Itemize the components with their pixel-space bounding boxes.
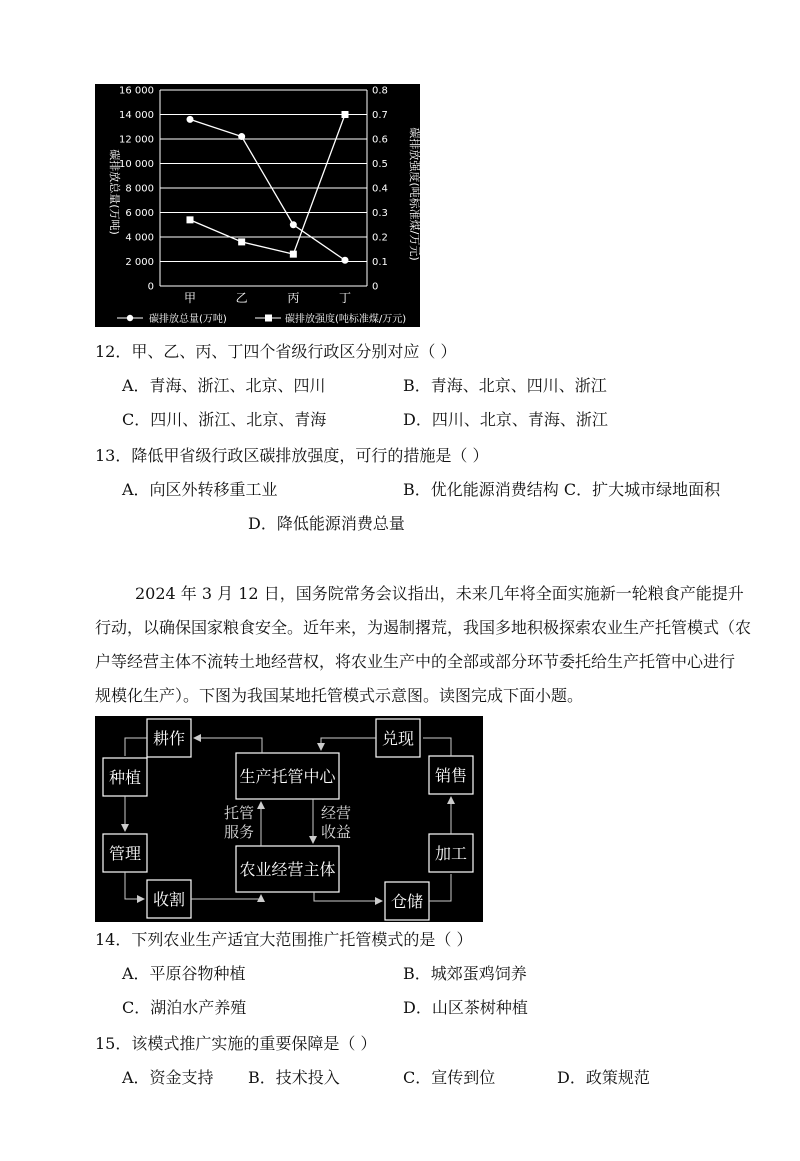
left-tick-label: 4 000 xyxy=(125,232,154,244)
label-jiagong: 加工 xyxy=(434,844,468,863)
label-xiaoshou: 销售 xyxy=(434,766,468,785)
q13-option-a[interactable]: A．向区外转移重工业 xyxy=(122,480,278,499)
q12-option-c[interactable]: C．四川、浙江、北京、青海 xyxy=(122,410,327,429)
q13-stem: 13．降低甲省级行政区碳排放强度，可行的措施是（ ） xyxy=(95,446,489,465)
right-tick-label: 0.4 xyxy=(372,183,388,195)
left-tick-labels xyxy=(119,86,154,293)
q15-option-d[interactable]: D．政策规范 xyxy=(557,1068,650,1087)
diagram-svg xyxy=(95,716,483,922)
label-operator: 农业经营主体 xyxy=(239,860,336,879)
left-tick-label: 0 xyxy=(147,281,154,293)
label-duixian: 兑现 xyxy=(381,729,415,748)
q14-option-a[interactable]: A．平原谷物种植 xyxy=(122,964,246,983)
q14-option-c[interactable]: C．湖泊水产养殖 xyxy=(122,998,247,1017)
q15-option-b[interactable]: B．技术投入 xyxy=(248,1068,340,1087)
passage-line-2: 行动，以确保国家粮食安全。近年来，为遏制撂荒，我国多地积极探索农业生产托管模式（农 xyxy=(95,618,752,637)
left-tick-label: 14 000 xyxy=(119,110,154,121)
data-point-intensity xyxy=(238,238,245,245)
left-tick-label: 10 000 xyxy=(119,159,154,170)
legend-square-marker xyxy=(265,315,272,322)
passage-line-1: 2024 年 3 月 12 日，国务院常务会议指出，未来几年将全面实施新一轮粮食产能提升 xyxy=(135,584,744,603)
q13-option-bc[interactable]: B．优化能源消费结构 C．扩大城市绿地面积 xyxy=(403,480,721,499)
right-tick-label: 0.7 xyxy=(372,110,388,121)
q12-option-b[interactable]: B．青海、北京、四川、浙江 xyxy=(403,376,607,395)
data-point-intensity xyxy=(342,111,349,118)
chart-svg xyxy=(95,84,420,327)
right-tick-labels xyxy=(372,86,388,293)
carbon-emission-chart xyxy=(95,84,420,327)
data-point-total xyxy=(290,221,297,228)
label-tuoguan: 托管 xyxy=(223,804,255,822)
data-point-total xyxy=(187,116,194,123)
left-tick-label: 16 000 xyxy=(119,85,154,97)
label-cangchu: 仓储 xyxy=(390,892,424,911)
passage-line-4: 规模化生产）。下图为我国某地托管模式示意图。读图完成下面小题。 xyxy=(95,686,584,705)
label-service-center: 生产托管中心 xyxy=(239,767,336,786)
left-tick-label: 8 000 xyxy=(125,183,154,195)
q15-option-a[interactable]: A．资金支持 xyxy=(122,1068,214,1087)
data-point-total xyxy=(238,133,245,140)
q14-option-b[interactable]: B．城郊蛋鸡饲养 xyxy=(403,964,527,983)
legend-series-1: 碳排放总量(万吨) xyxy=(149,314,227,325)
q15-stem: 15．该模式推广实施的重要保障是（ ） xyxy=(95,1034,377,1053)
label-guanli: 管理 xyxy=(108,844,142,863)
chart-legend xyxy=(117,312,406,325)
q15-option-c[interactable]: C．宣传到位 xyxy=(403,1068,496,1087)
right-tick-label: 0.5 xyxy=(372,159,388,170)
label-shouyi: 收益 xyxy=(320,823,352,841)
label-zhongzhi: 种植 xyxy=(108,768,142,787)
left-tick-label: 2 000 xyxy=(125,257,154,268)
q12-option-d[interactable]: D．四川、北京、青海、浙江 xyxy=(403,410,608,429)
series-line-2 xyxy=(190,115,345,255)
right-tick-label: 0.8 xyxy=(372,85,388,97)
data-point-intensity xyxy=(290,251,297,258)
right-tick-label: 0.1 xyxy=(372,257,388,268)
right-tick-label: 0.3 xyxy=(372,208,388,219)
custody-model-diagram xyxy=(95,716,483,922)
q14-stem: 14．下列农业生产适宜大范围推广托管模式的是（ ） xyxy=(95,930,473,949)
left-axis-label: 碳排放总量(万吨) xyxy=(108,149,121,235)
category-labels xyxy=(184,291,351,305)
left-tick-label: 6 000 xyxy=(125,208,154,219)
label-shouge: 收割 xyxy=(152,890,186,909)
legend-circle-marker xyxy=(127,315,133,321)
left-tick-label: 12 000 xyxy=(119,134,154,146)
label-jingying: 经营 xyxy=(320,804,352,822)
right-tick-label: 0.2 xyxy=(372,232,388,244)
q13-option-d[interactable]: D．降低能源消费总量 xyxy=(248,514,405,533)
right-tick-label: 0 xyxy=(372,281,379,293)
data-point-total xyxy=(342,257,349,264)
q14-option-d[interactable]: D．山区茶树种植 xyxy=(403,998,528,1017)
category-label: 丙 xyxy=(287,291,300,305)
category-label: 乙 xyxy=(235,291,248,305)
category-label: 丁 xyxy=(338,291,352,305)
category-label: 甲 xyxy=(183,291,197,305)
q12-option-a[interactable]: A．青海、浙江、北京、四川 xyxy=(122,376,326,395)
data-point-intensity xyxy=(187,216,194,223)
q12-stem: 12．甲、乙、丙、丁四个省级行政区分别对应（ ） xyxy=(95,342,457,361)
chart-series xyxy=(187,111,349,264)
label-fuwu: 服务 xyxy=(223,823,255,841)
passage-line-3: 户等经营主体不流转土地经营权，将农业生产中的全部或部分环节委托给生产托管中心进行 xyxy=(95,652,736,671)
right-axis-label: 碳排放强度(吨标准煤/万元) xyxy=(408,127,420,261)
legend-series-2: 碳排放强度(吨标准煤/万元) xyxy=(285,314,407,325)
label-gengzuo: 耕作 xyxy=(152,729,186,748)
right-tick-label: 0.6 xyxy=(372,134,388,146)
series-line-1 xyxy=(190,119,345,260)
